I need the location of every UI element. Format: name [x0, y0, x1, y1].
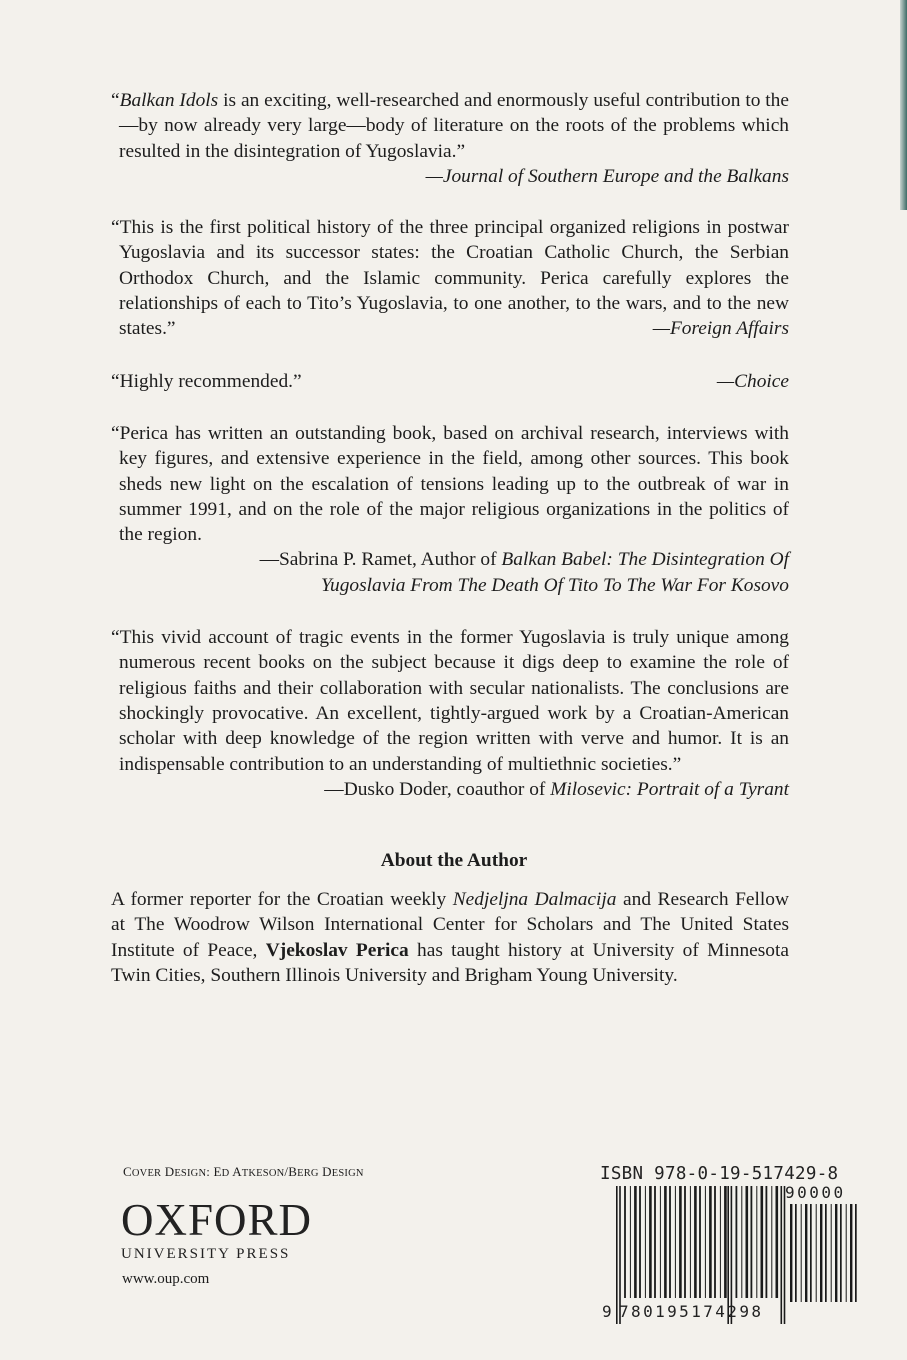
publisher-sub: UNIVERSITY PRESS: [121, 1246, 291, 1262]
barcode-addon-bar: [816, 1204, 817, 1302]
quote-2: “This is the first political history of the three principal organized religions in postwar Yugoslavia and its successor states: the Croatian Catholic Church, the Serbian Orthodox Church, and the Islamic community. Perica carefully explores the relationships of each to Tito’s Yugoslavia, to one another, to the wars, and to the new states.” —Foreign Affairs: [119, 215, 789, 341]
barcode-bar: [766, 1186, 768, 1298]
barcode-guard: [616, 1186, 618, 1324]
barcode-addon-bar: [835, 1204, 837, 1302]
barcode-bar: [694, 1186, 697, 1298]
barcode-bar: [714, 1186, 716, 1298]
book-title: Balkan Idols: [119, 90, 219, 111]
barcode-guard: [781, 1186, 783, 1324]
barcode-guard: [784, 1186, 786, 1324]
barcode-addon-bar: [810, 1204, 812, 1302]
barcode-addon-bar: [846, 1204, 847, 1302]
barcode-bar: [664, 1186, 667, 1298]
barcode-addon-bar: [850, 1204, 852, 1302]
barcode-addon-bar: [801, 1204, 802, 1302]
barcode-bar: [736, 1186, 738, 1298]
barcode-bar: [720, 1186, 721, 1298]
barcode-addon-bar: [790, 1204, 792, 1302]
addon-digits: 90000: [785, 1183, 846, 1202]
barcode-addon-bar: [855, 1204, 857, 1302]
publisher-url: www.oup.com: [122, 1271, 210, 1287]
publisher-logo: OXFORD: [121, 1195, 313, 1245]
barcode-addon-bar: [831, 1204, 832, 1302]
barcode-bar: [771, 1186, 772, 1298]
attribution-4-cont: Yugoslavia From The Death Of Tito To The War For Kosovo: [321, 574, 789, 596]
barcode-bar: [624, 1186, 626, 1298]
barcode-lead-digit: 9: [602, 1302, 612, 1321]
barcode-bar: [776, 1186, 779, 1298]
about-body: A former reporter for the Croatian weekly Nedjeljna Dalmacija and Research Fellow at The Woodrow Wilson International Center for Scholars and The United States Institute of Peace, Vjekoslav Perica has taught history at University of Minnesota Twin Cities, Southern Illinois University and Brigham Young University.: [111, 889, 789, 987]
barcode-bar: [724, 1186, 727, 1298]
barcode-addon-bar: [840, 1204, 842, 1302]
attribution-5: —Dusko Doder, coauthor of Milosevic: Portrait of a Tyrant: [324, 778, 789, 800]
barcode-bar: [761, 1186, 764, 1298]
barcode-bar: [690, 1186, 691, 1298]
attribution-3: —Choice: [716, 370, 789, 392]
quote-3: “Highly recommended.” —Choice: [111, 369, 789, 394]
barcode-bar: [699, 1186, 701, 1298]
barcode-bar: [741, 1186, 742, 1298]
barcode-addon-bar: [795, 1204, 797, 1302]
barcode-bar: [746, 1186, 749, 1298]
quote-4: “Perica has written an outstanding book, based on archival research, interviews with key figures, and extensive experience in the field, among other sources. This book sheds new light on the escalation of tensions leading up to the outbreak of war in summer 1991, and on the role of the major religious organizations in the politics of the region.: [111, 422, 789, 546]
attribution-2: —Foreign Affairs: [652, 318, 789, 340]
barcode-bar: [679, 1186, 682, 1298]
oxford-logo: [121, 1195, 313, 1263]
barcode-bar: [630, 1186, 631, 1298]
barcode-bar: [669, 1186, 671, 1298]
barcode-bar: [660, 1186, 661, 1298]
author-name: Vjekoslav Perica: [265, 939, 409, 961]
barcode-addon-bar: [825, 1204, 827, 1302]
barcode-addon-bar: [805, 1204, 807, 1302]
about-heading: About the Author: [380, 850, 528, 872]
barcode-bar: [705, 1186, 706, 1298]
barcode-bar: [654, 1186, 656, 1298]
isbn-label: ISBN 978-0-19-517429-8: [600, 1164, 839, 1184]
quote-1: “Balkan Idols is an exciting, well-researched and enormously useful contribution to the—by now already very large—body of literature on the roots of the problems which resulted in the disintegration of Yugoslavia.”: [111, 90, 789, 162]
isbn-barcode: [600, 1164, 860, 1324]
barcode-bar: [756, 1186, 757, 1298]
attribution-4: —Sabrina P. Ramet, Author of Balkan Babel: The Disintegration Of: [259, 549, 789, 571]
back-cover-text: [111, 88, 789, 988]
barcode-addon-bar: [820, 1204, 822, 1302]
barcode-digits: 780195174298: [619, 1302, 764, 1321]
spine-edge: [900, 0, 907, 210]
barcode-bar: [645, 1186, 646, 1298]
barcode-bar: [751, 1186, 753, 1298]
barcode-bar: [649, 1186, 652, 1298]
barcode-bar: [709, 1186, 712, 1298]
attribution-1: —Journal of Southern Europe and the Balkans: [425, 165, 789, 187]
barcode-bar: [684, 1186, 686, 1298]
barcode-bar: [639, 1186, 641, 1298]
barcode-bar: [634, 1186, 637, 1298]
quote-5: “This vivid account of tragic events in the former Yugoslavia is truly unique among numerous recent books on the subject because it digs deep to examine the role of religious faiths and their collaboration with secular nationalists. The conclusions are shockingly provocative. An excellent, tightly-argued work by a Croatian-American scholar with deep knowledge of the region written with verve and humor. It is an indispensable contribution to an understanding of multiethnic societies.”: [111, 627, 789, 775]
cover-design-credit: COVER DESIGN: ED ATKESON/BERG DESIGN: [123, 1164, 364, 1179]
barcode-bar: [675, 1186, 676, 1298]
